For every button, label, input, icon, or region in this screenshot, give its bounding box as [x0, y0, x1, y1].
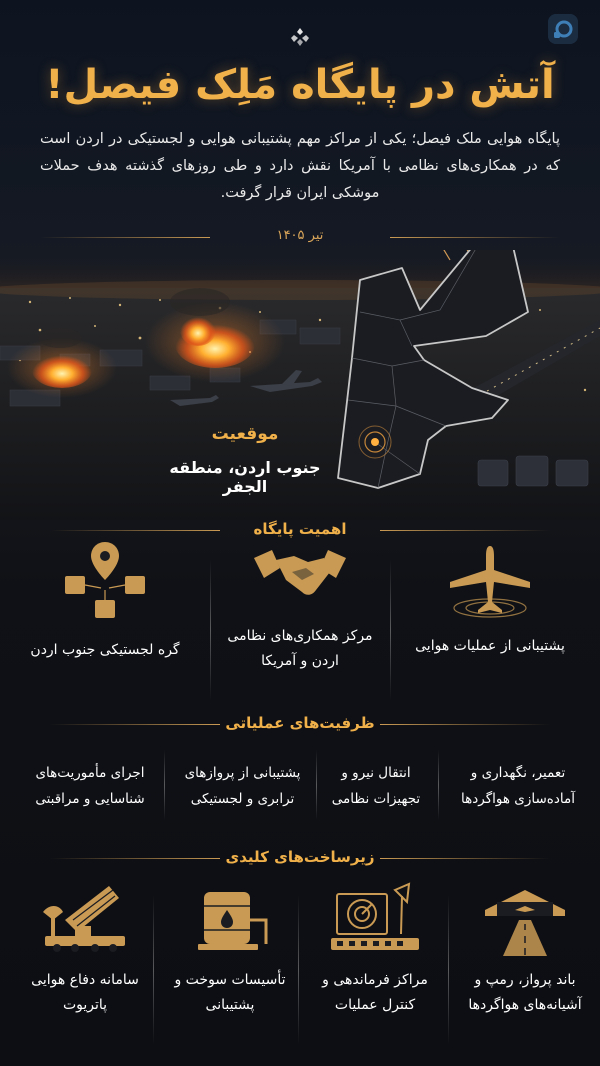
- column-divider: [390, 560, 391, 700]
- capacity-item: پشتیبانی از پروازهای ترابری و لجستیکی: [184, 765, 301, 807]
- importance-heading: [40, 520, 560, 542]
- brand-logo-icon: [289, 26, 311, 48]
- location-block: [150, 424, 340, 496]
- infrastructure-item: [15, 880, 155, 1018]
- location-value: جنوب اردن، منطقه الجفر: [169, 458, 321, 496]
- infrastructure-item: [455, 880, 595, 1018]
- hangar-runway-icon: [475, 880, 575, 956]
- column-divider: [438, 750, 439, 820]
- importance-heading-text: اهمیت پایگاه: [253, 520, 347, 538]
- infrastructure-label: باند پرواز، رمپ و آشیانه‌های هواگردها: [468, 972, 582, 1013]
- location-title: موقعیت: [211, 424, 279, 444]
- importance-item: [405, 540, 575, 700]
- page-title: آتش در پایگاه مَلِک فیصل!: [45, 62, 555, 108]
- channel-logo-icon: [548, 14, 578, 44]
- date-label: تیر ۱۴۰۵: [276, 228, 324, 243]
- capacities-heading-text: ظرفیت‌های عملیاتی: [225, 714, 375, 732]
- radar-console-icon: [325, 880, 425, 956]
- date-row: [40, 228, 560, 248]
- logistics-hub-icon: [55, 540, 155, 624]
- column-divider: [316, 750, 317, 820]
- importance-label: پشتیبانی از عملیات هوایی: [415, 638, 565, 654]
- capacity-item: اجرای مأموریت‌های شناسایی و مراقبتی: [35, 765, 145, 807]
- importance-item: [215, 540, 385, 700]
- airplane-icon: [440, 540, 540, 620]
- importance-label: مرکز همکاری‌های نظامی اردن و آمریکا: [227, 628, 373, 669]
- infrastructure-label: تأسیسات سوخت و پشتیبانی: [174, 972, 286, 1013]
- infrastructure-heading-text: زیرساخت‌های کلیدی: [225, 848, 375, 866]
- infrastructure-label: سامانه دفاع هوایی پاتریوت: [31, 972, 139, 1013]
- handshake-icon: [250, 540, 350, 610]
- fuel-tank-icon: [180, 880, 280, 956]
- patriot-launcher-icon: [35, 880, 135, 956]
- capacity-item: انتقال نیرو و تجهیزات نظامی: [331, 765, 421, 807]
- column-divider: [210, 560, 211, 700]
- infrastructure-item: [160, 880, 300, 1018]
- infrastructure-item: [305, 880, 445, 1018]
- infrastructure-heading: [40, 848, 560, 870]
- column-divider: [448, 895, 449, 1045]
- importance-item: [20, 540, 190, 700]
- column-divider: [164, 750, 165, 820]
- importance-label: گره لجستیکی جنوب اردن: [30, 642, 180, 658]
- capacity-item: تعمیر، نگهداری و آماده‌سازی هواگردها: [461, 765, 575, 807]
- capacities-heading: [40, 714, 560, 736]
- intro-paragraph: پایگاه هوایی ملک فیصل؛ یکی از مراکز مهم پشتیبانی هوایی و لجستیکی در اردن است که در همکاری‌های نظامی با آمریکا نقش دارد و طی روزهای گذشته هدف حملات موشکی ایران قرار گرفت.: [40, 131, 560, 201]
- infrastructure-label: مراکز فرماندهی و کنترل عملیات: [322, 972, 428, 1013]
